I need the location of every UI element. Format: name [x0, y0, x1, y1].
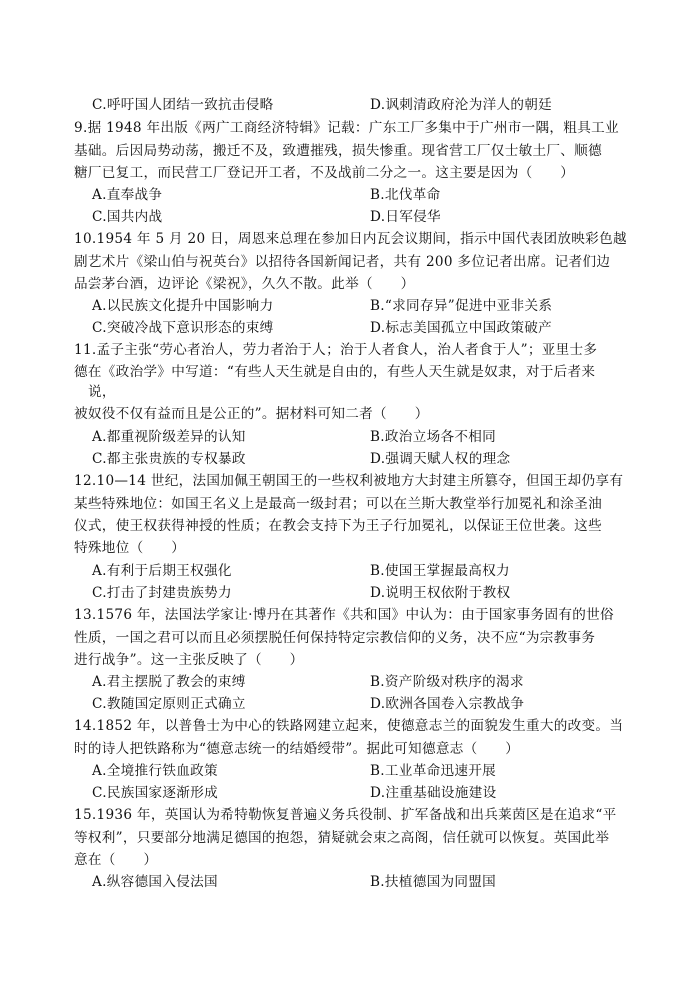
q12-option-b: B.使国王掌握最高权力: [370, 563, 510, 579]
q12-stem-line: 12.10—14 世纪，法国加佩王朝国王的一些权利被地方大封建主所篡夺，但国王却仍享有: [74, 473, 624, 489]
q9-stem-line: 基础。后因局势动荡，搬迁不及，致遭摧残，损失惨重。现省营工厂仅士敏土厂、顺德: [74, 143, 602, 159]
q12-option-c: C.打击了封建贵族势力: [92, 585, 232, 601]
q9-option-c: C.国共内战: [92, 209, 163, 225]
q13-stem-line: 性质，一国之君可以而且必须摆脱任何保持特定宗教信仰的义务，决不应“为宗教事务: [74, 630, 596, 646]
q12-stem-line: 某些特殊地位：如国王名义上是最高一级封君；可以在兰斯大教堂举行加冕礼和涂圣油: [74, 496, 602, 512]
q15-option-a: A.纵容德国入侵法国: [92, 874, 218, 890]
q9-stem-line: 糖厂已复工，而民营工厂登记开工者，不及战前二分之一。这主要是因为（ ）: [74, 165, 575, 181]
q11-option-d: D.强调天赋人权的理念: [370, 451, 511, 467]
q8-option-c: C.呼吁国人团结一致抗击侵略: [92, 97, 274, 113]
q15-stem-line: 意在（ ）: [74, 852, 158, 868]
q14-option-b: B.工业革命迅速开展: [370, 763, 497, 779]
q10-stem-line: 10.1954 年 5 月 20 日，周恩来总理在参加日内瓦会议期间，指示中国代表团放映彩色越: [74, 231, 627, 247]
q14-option-d: D.注重基础设施建设: [370, 785, 497, 801]
q8-option-d: D.讽刺清政府沦为洋人的朝廷: [370, 97, 553, 113]
q14-stem-line: 时的诗人把铁路称为“德意志统一的结婚绶带”。据此可知德意志（ ）: [74, 741, 520, 757]
q13-option-b: B.资产阶级对秩序的渴求: [370, 674, 524, 690]
q10-option-c: C.突破冷战下意识形态的束缚: [92, 320, 274, 336]
q9-option-d: D.日军侵华: [370, 209, 441, 225]
q14-option-c: C.民族国家逐渐形成: [92, 785, 218, 801]
q9-option-a: A.直奉战争: [92, 187, 163, 203]
q9-option-b: B.北伐革命: [370, 187, 441, 203]
q11-stem-line: 德在《政治学》中写道：“有些人天生就是自由的，有些人天生就是奴隶，对于后者来: [74, 364, 596, 380]
q11-stem-line: 11.孟子主张“劳心者治人，劳力者治于人；治于人者食人，治人者食于人”；亚里士多: [74, 342, 598, 358]
q13-option-a: A.君主摆脱了教会的束缚: [92, 674, 246, 690]
q10-option-b: B.“求同存异”促进中亚非关系: [370, 298, 553, 314]
q12-stem-line: 仪式，使王权获得神授的性质；在教会支持下为王子行加冕礼，以保证王位世袭。这些: [74, 518, 602, 534]
q11-stem-line: 被奴役不仅有益而且是公正的”。据材料可知二者（ ）: [74, 406, 429, 422]
q12-option-d: D.说明王权依附于教权: [370, 585, 511, 601]
q12-stem-line: 特殊地位（ ）: [74, 540, 186, 556]
q10-option-d: D.标志美国孤立中国政策破产: [370, 320, 553, 336]
q9-stem-line: 9.据 1948 年出版《两广工商经济特辑》记载：广东工厂多集中于广州市一隅，粗具工业: [74, 120, 619, 136]
q13-stem-line: 进行战争”。这一主张反映了（ ）: [74, 652, 304, 668]
q10-stem-line: 品尝茅台酒，边评论《梁祝》，久久不散。此举（ ）: [74, 276, 415, 292]
q15-stem-line: 等权利”，只要部分地满足德国的抱怨，猜疑就会束之高阁，信任就可以恢复。英国此举: [74, 830, 610, 846]
q15-stem-line: 15.1936 年，英国认为希特勒恢复普遍义务兵役制、扩军备战和出兵莱茵区是在追求“平: [74, 807, 617, 823]
q13-option-c: C.教随国定原则正式确立: [92, 696, 246, 712]
q10-stem-line: 剧艺术片《梁山伯与祝英台》以招待各国新闻记者，共有 200 多位记者出席。记者们边: [74, 254, 611, 270]
q15-option-b: B.扶植德国为同盟国: [370, 874, 497, 890]
q14-stem-line: 14.1852 年，以普鲁士为中心的铁路网建立起来，使德意志兰的面貌发生重大的改变。当: [74, 718, 624, 734]
q13-stem-line: 13.1576 年，法国法学家让·博丹在其著作《共和国》中认为：由于国家事务固有的世俗: [74, 607, 614, 623]
q14-option-a: A.全境推行铁血政策: [92, 763, 218, 779]
q10-option-a: A.以民族文化提升中国影响力: [92, 298, 274, 314]
q13-option-d: D.欧洲各国卷入宗教战争: [370, 696, 525, 712]
q11-stem-line: 说，: [88, 384, 116, 400]
q11-option-a: A.都重视阶级差异的认知: [92, 429, 246, 445]
q12-option-a: A.有利于后期王权强化: [92, 563, 232, 579]
q11-option-c: C.都主张贵族的专权暴政: [92, 451, 246, 467]
q11-option-b: B.政治立场各不相同: [370, 429, 497, 445]
